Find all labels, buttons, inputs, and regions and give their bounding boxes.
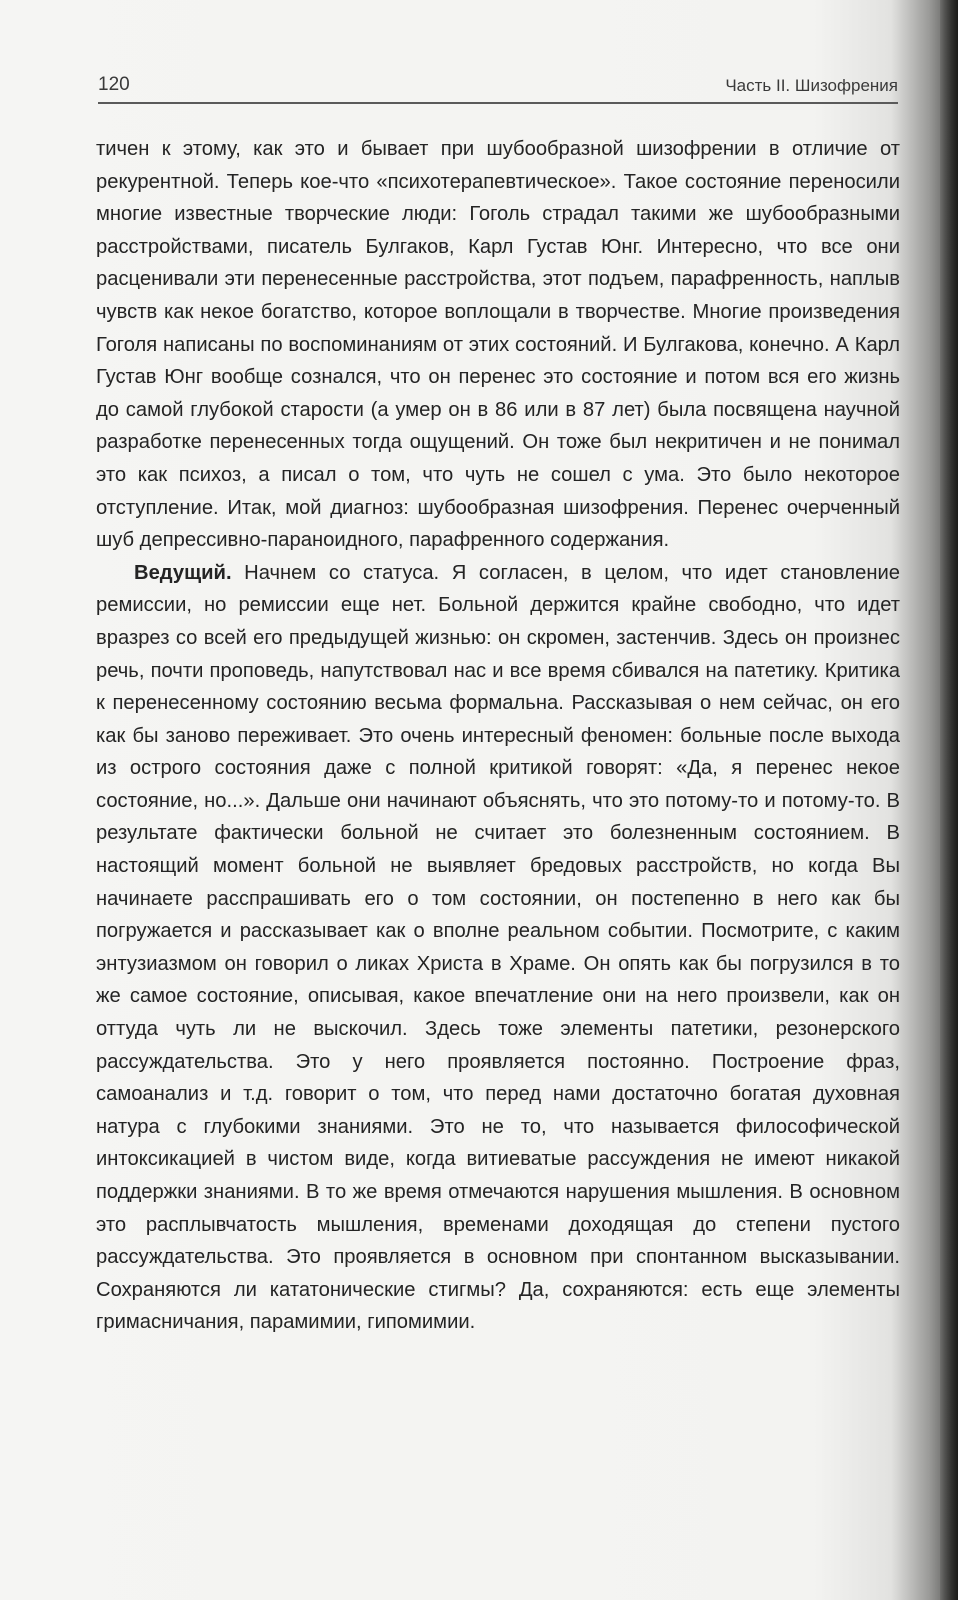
paragraph-text: Начнем со статуса. Я согласен, в целом, что идет становление ремиссии, но ремиссии еще нет. Больной держится крайне свободно, что идет вразрез со всей его предыдущей жизнью: он скромен, застенчив. Здесь он произнес речь, почти проповедь, напутствовал нас и все время сбивался на патетику. Критика к перенесенному состоянию весьма формальна. Рассказывая о нем сейчас, он его как бы заново переживает. Это очень интересный феномен: больные после выхода из острого состояния даже с полной критикой говорят: «Да, я перенес некое состояние, но...». Дальше они начинают объяснять, что это потому-то и потому-то. В результате фактически больной не считает это болезненным состоянием. В настоящий момент больной не выявляет бредовых расстройств, но когда Вы начинаете расспрашивать его о том состоянии, он постепенно в него как бы погружается и рассказывает как о вполне реальном событии. Посмотрите, с каким энтузиазмом он говорил о ликах Христа в Храме. Он опять как бы погрузился в то же самое состояние, описывая, какое впечатление они на него произвели, как он оттуда чуть ли не выскочил. Здесь тоже элементы патетики, резонерского рассуждательства. Это у него проявляется постоянно. Построение фраз, самоанализ и т.д. говорит о том, что перед нами достаточно богатая духовная натура с глубокими знаниями. Это не то, что называется философической интоксикацией в чистом виде, когда витиеватые рассуждения не имеют никакой поддержки знаниями. В то же время отмечаются нарушения мышления. В основном это расплывчатость мышления, временами доходящая до степени пустого рассуждательства. Это проявляется в основном при спонтанном высказывании. Сохраняются ли кататонические стигмы? Да, сохраняются: есть еще элементы гримасничания, парамимии, гипомимии. xyxy=(96,561,900,1334)
paragraph xyxy=(96,133,900,557)
page-number: 120 xyxy=(98,74,130,95)
page-header xyxy=(98,70,898,104)
speaker-label: Ведущий. xyxy=(134,561,232,584)
body-text xyxy=(96,133,900,1339)
running-head: Часть II. Шизофрения xyxy=(725,76,898,95)
paragraph xyxy=(96,557,900,1339)
page-edge-shadow xyxy=(940,0,958,1600)
paragraph-text: тичен к этому, как это и бывает при шубообразной шизофрении в отличие от рекурентной. Теперь кое-что «психотерапевтическое». Такое состояние переносили многие известные творческие люди: Гоголь страдал такими же шубообразными расстройствами, писатель Булгаков, Карл Густав Юнг. Интересно, что все они расценивали эти перенесенные расстройства, этот подъем, парафренность, наплыв чувств как некое богатство, которое воплощали в творчестве. Многие произведения Гоголя написаны по воспоминаниям от этих состояний. И Булгакова, конечно. А Карл Густав Юнг вообще сознался, что он перенес это состояние и потом вся его жизнь до самой глубокой старости (а умер он в 86 или в 87 лет) была посвящена научной разработке перенесенных тогда ощущений. Он тоже был некритичен и не понимал это как психоз, а писал о том, что чуть не сошел с ума. Это было некоторое отступление. Итак, мой диагноз: шубообразная шизофрения. Перенес очерченный шуб депрессивно-параноидного, парафренного содержания. xyxy=(96,138,900,552)
